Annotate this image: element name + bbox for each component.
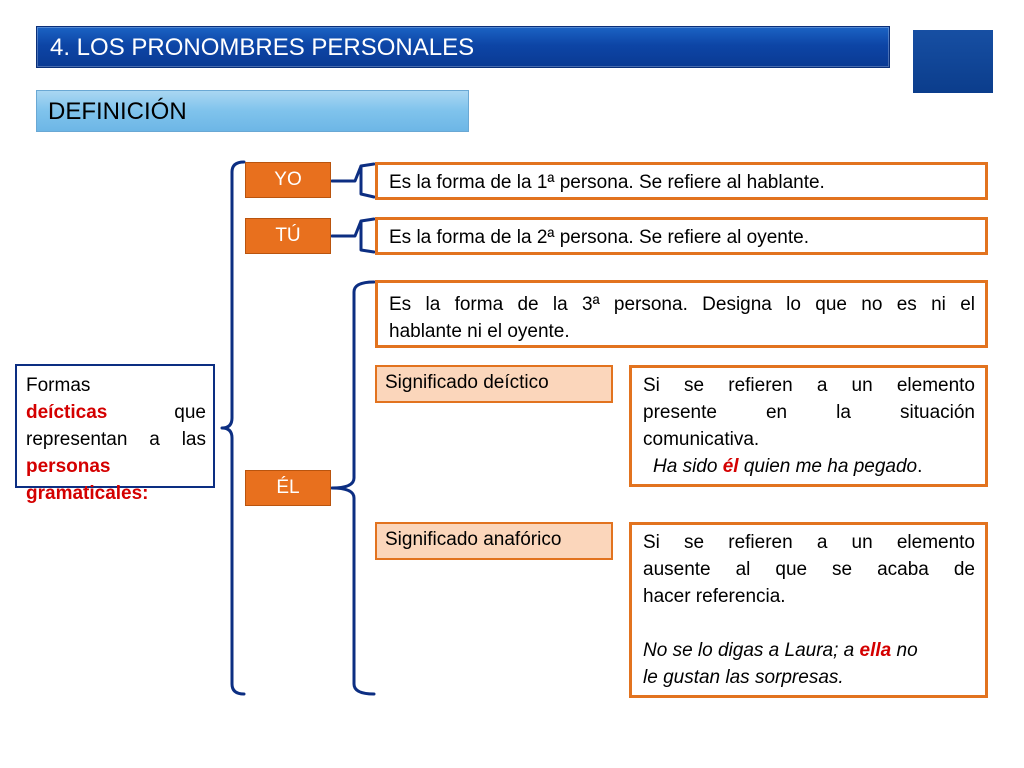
yo-description: Es la forma de la 1ª persona. Se refiere al hablante. [375,162,988,200]
anaphoric-example-line-2: le gustan las sorpresas. [643,667,844,688]
left-line-2 [26,399,206,426]
anaphoric-spacer [643,610,975,637]
section-title: DEFINICIÓN [48,98,187,125]
anaphoric-line-1: Si se refieren a un elemento [643,532,975,553]
anaphoric-line-3: hacer referencia. [643,586,786,607]
anaphoric-example-highlight: ella [859,640,892,661]
deictic-line-1: Si se refieren a un elemento [643,375,975,396]
left-line-3: representan a las [26,429,206,450]
el-description [375,280,988,348]
tu-description: Es la forma de la 2ª persona. Se refiere al oyente. [375,217,988,255]
deicticas-highlight: deícticas [26,402,108,423]
pronoun-tu: TÚ [245,218,331,254]
anaphoric-example-post: no [891,640,918,661]
deictic-line-2: presente en la situación [643,402,975,423]
pronoun-yo: YO [245,162,331,198]
tu-connector [332,219,374,252]
deictic-example [643,453,975,480]
que-word: que [174,402,206,423]
anaphoric-description [629,522,988,698]
deictic-description [629,365,988,487]
el-bracket [332,282,374,694]
left-panel-text [26,372,206,507]
deictic-example-pre: Ha sido [653,456,723,477]
deictic-example-post: quien me ha pegado [738,456,918,477]
anaphoric-line-2: ausente al que se acaba de [643,559,975,580]
deictic-example-end: . [917,456,923,477]
anaphoric-example-pre: No se lo digas a Laura; a [643,640,860,661]
deictic-example-highlight: él [722,456,739,477]
left-line-1: Formas [26,375,91,396]
el-description-line-2: hablante ni el oyente. [389,321,570,342]
anaphoric-example-line-1 [643,637,975,664]
personas-highlight: personas [26,456,111,477]
gramaticales-highlight: gramaticales: [26,483,149,504]
yo-connector [332,164,374,197]
deictic-line-3: comunicativa. [643,429,760,450]
el-description-line-1: Es la forma de la 3ª persona. Designa lo que no es ni el [389,294,975,315]
main-bracket [222,162,244,694]
pronoun-el: ÉL [245,470,331,506]
deictic-label: Significado deíctico [375,365,613,403]
page-title: 4. LOS PRONOMBRES PERSONALES [50,34,475,61]
anaphoric-label: Significado anafórico [375,522,613,560]
